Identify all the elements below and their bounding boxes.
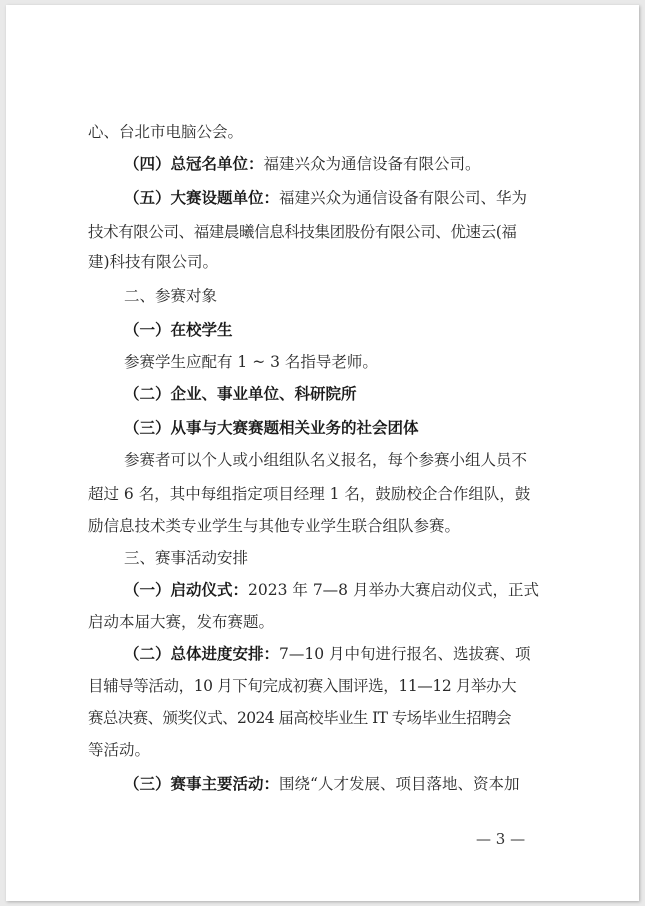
section-heading: （一）启动仪式： xyxy=(124,580,249,599)
text-line: 参赛者可以个人或小组组队名义报名，每个参赛小组人员不 xyxy=(124,451,528,469)
text-line: 技术有限公司、福建晨曦信息科技集团股份有限公司、优速云(福 xyxy=(88,223,517,241)
section-heading: （五）大赛设题单位： xyxy=(124,188,280,207)
text-line: 超过 6 名，其中每组指定项目经理 1 名，鼓励校企合作组队，鼓 xyxy=(88,485,531,503)
subsection-heading: （二）企业、事业单位、科研院所 xyxy=(124,384,357,403)
section-heading: （二）总体进度安排： xyxy=(124,644,280,663)
section-title: 二、参赛对象 xyxy=(124,287,218,305)
section-text: 2023 年 7—8 月举办大赛启动仪式，正式 xyxy=(248,581,539,599)
text-line: 目辅导等活动，10 月下旬完成初赛入围评选，11—12 月举办大 xyxy=(88,677,517,695)
text-line: 励信息技术类专业学生与其他专业学生联合组队参赛。 xyxy=(88,517,461,535)
text-line xyxy=(124,154,481,174)
section-text: 围绕“人才发展、项目落地、资本加 xyxy=(279,775,520,793)
text-line xyxy=(124,188,527,208)
section-text: 福建兴众为通信设备有限公司。 xyxy=(263,155,481,173)
subsection-heading: （三）从事与大赛赛题相关业务的社会团体 xyxy=(124,418,419,437)
document-page xyxy=(6,5,639,901)
text-line xyxy=(124,774,519,794)
text-line: 赛总决赛、颁奖仪式、2024 届高校毕业生 IT 专场毕业生招聘会 xyxy=(88,709,511,727)
section-text: 7—10 月中旬进行报名、选拔赛、项 xyxy=(279,645,531,663)
text-line xyxy=(124,580,539,600)
section-title: 三、赛事活动安排 xyxy=(124,549,249,567)
text-line: 心、台北市电脑公会。 xyxy=(88,123,244,141)
text-line: 等活动。 xyxy=(88,741,151,759)
text-line: 建)科技有限公司。 xyxy=(88,253,219,271)
subsection-heading: （一）在校学生 xyxy=(124,320,233,339)
text-line: 启动本届大赛，发布赛题。 xyxy=(88,613,275,631)
section-text: 福建兴众为通信设备有限公司、华为 xyxy=(279,189,528,207)
text-line xyxy=(124,644,531,664)
text-line: 参赛学生应配有 1 ~ 3 名指导老师。 xyxy=(124,353,378,371)
section-heading: （三）赛事主要活动： xyxy=(124,774,280,793)
page-number: — 3 — xyxy=(476,830,526,848)
section-heading: （四）总冠名单位： xyxy=(124,154,264,173)
